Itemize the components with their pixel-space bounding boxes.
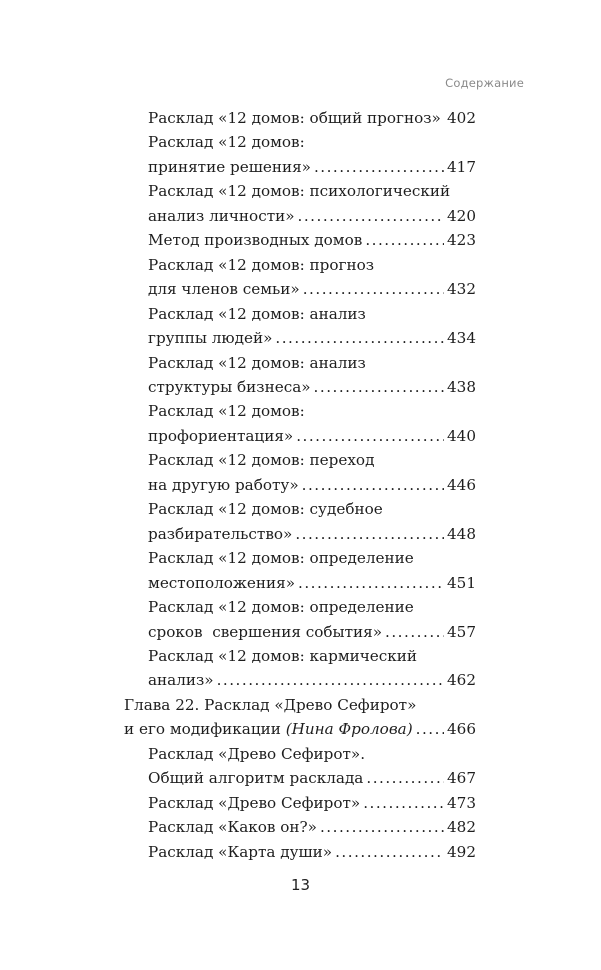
- toc-entry[interactable]: [124, 130, 476, 179]
- dot-leader: [363, 791, 444, 815]
- dot-leader: [335, 840, 444, 864]
- toc-page-number: 420: [447, 206, 476, 225]
- dot-leader: [296, 424, 444, 448]
- toc-entry-title: Расклад «12 домов:: [148, 133, 305, 152]
- toc-entry[interactable]: [124, 302, 476, 351]
- toc-entry-title-cont: разбирательство»: [148, 524, 293, 543]
- toc-entry-title: Расклад «12 домов: психологический: [148, 182, 451, 201]
- toc-page-number: 466: [447, 720, 476, 739]
- toc-entry[interactable]: [124, 742, 476, 791]
- toc-entry-title: Расклад «12 домов: судебное: [148, 500, 383, 519]
- toc-entry-title-cont: на другую работу»: [148, 475, 299, 494]
- chapter-title: Глава 22. Расклад «Древо Сефирот»: [124, 695, 417, 714]
- toc-entry-title: Расклад «Карта души»: [148, 842, 333, 861]
- toc-entry-title-cont: принятие решения»: [148, 157, 311, 176]
- toc-entry-title: Расклад «Каков он?»: [148, 818, 317, 837]
- toc-page-number: 448: [447, 524, 476, 543]
- toc-entry[interactable]: [124, 399, 476, 448]
- toc-page-number: 482: [447, 818, 476, 837]
- toc-page-number: 451: [447, 573, 476, 592]
- toc-entry-title: Расклад «12 домов: анализ: [148, 353, 366, 372]
- toc-entry-title: Расклад «12 домов: анализ: [148, 304, 366, 323]
- toc-entry[interactable]: [124, 791, 476, 815]
- toc-entry[interactable]: [124, 228, 476, 252]
- toc-entry-title: Расклад «12 домов:: [148, 402, 305, 421]
- toc-page-number: 423: [447, 231, 476, 250]
- dot-leader: [298, 571, 444, 595]
- toc-entry-title: Расклад «12 домов: определение: [148, 549, 414, 568]
- dot-leader: [298, 204, 444, 228]
- toc-entry-title-cont: для членов семьи»: [148, 280, 300, 299]
- toc-entry[interactable]: [124, 253, 476, 302]
- dot-leader: [275, 326, 444, 350]
- toc-entry[interactable]: [124, 644, 476, 693]
- toc-page-number: 438: [447, 377, 476, 396]
- toc-entry-title: Расклад «Древо Сефирот»: [148, 793, 361, 812]
- toc-entry-title: Расклад «12 домов: определение: [148, 598, 414, 617]
- dot-leader: [314, 375, 444, 399]
- page-number: 13: [290, 876, 311, 894]
- toc-entry[interactable]: [124, 840, 476, 864]
- toc-entry-title: Расклад «12 домов: общий прогноз»: [148, 109, 441, 127]
- toc-page-number: 446: [447, 475, 476, 494]
- toc-entry-title-cont: местоположения»: [148, 573, 295, 592]
- dot-leader: [303, 277, 444, 301]
- dot-leader: [320, 815, 444, 839]
- dot-leader: [217, 668, 444, 692]
- toc-entry-title-cont: группы людей»: [148, 329, 273, 348]
- table-of-contents: [124, 106, 476, 864]
- toc-entry-title-cont: анализ личности»: [148, 206, 295, 225]
- chapter-title-cont: и его модификации: [124, 720, 286, 739]
- dot-leader: [314, 155, 444, 179]
- toc-entry[interactable]: [124, 815, 476, 839]
- toc-entry-title: Метод производных домов: [148, 231, 363, 250]
- toc-page-number: 402: [447, 109, 476, 127]
- toc-entry[interactable]: [124, 106, 476, 130]
- toc-entry-title: Расклад «12 домов: кармический: [148, 646, 418, 665]
- toc-page-number: 473: [447, 793, 476, 812]
- toc-entry-title: Расклад «12 домов: переход: [148, 451, 375, 470]
- toc-page-number: 432: [447, 280, 476, 299]
- toc-entry[interactable]: [124, 179, 476, 228]
- toc-entry-title-cont: анализ»: [148, 671, 214, 690]
- toc-page-number: 462: [447, 671, 476, 690]
- running-head: Содержание: [445, 76, 524, 90]
- toc-page-number: 467: [447, 769, 476, 788]
- toc-page-number: 417: [447, 157, 476, 176]
- toc-entry[interactable]: [124, 595, 476, 644]
- dot-leader: [385, 620, 444, 644]
- dot-leader: [365, 228, 444, 252]
- toc-entry[interactable]: [124, 497, 476, 546]
- toc-entry-title-cont: структуры бизнеса»: [148, 377, 311, 396]
- toc-entry[interactable]: [124, 546, 476, 595]
- toc-entry-title-cont: Общий алгоритм расклада: [148, 769, 364, 788]
- toc-entry[interactable]: [124, 351, 476, 400]
- toc-entry-title-cont: профориентация»: [148, 426, 294, 445]
- toc-entry-title: Расклад «Древо Сефирот».: [148, 744, 366, 763]
- dot-leader: [416, 717, 444, 741]
- dot-leader: [302, 473, 444, 497]
- toc-chapter-entry[interactable]: [124, 693, 476, 742]
- toc-page-number: 492: [447, 842, 476, 861]
- chapter-author: (Нина Фролова): [285, 720, 413, 739]
- dot-leader: [366, 766, 444, 790]
- toc-entry-title: Расклад «12 домов: прогноз: [148, 255, 375, 274]
- toc-page-number: 457: [447, 622, 476, 641]
- toc-page-number: 434: [447, 329, 476, 348]
- toc-entry[interactable]: [124, 448, 476, 497]
- toc-entry-title-cont: сроков свершения события»: [148, 622, 383, 641]
- dot-leader: [295, 522, 444, 546]
- toc-page-number: 440: [447, 426, 476, 445]
